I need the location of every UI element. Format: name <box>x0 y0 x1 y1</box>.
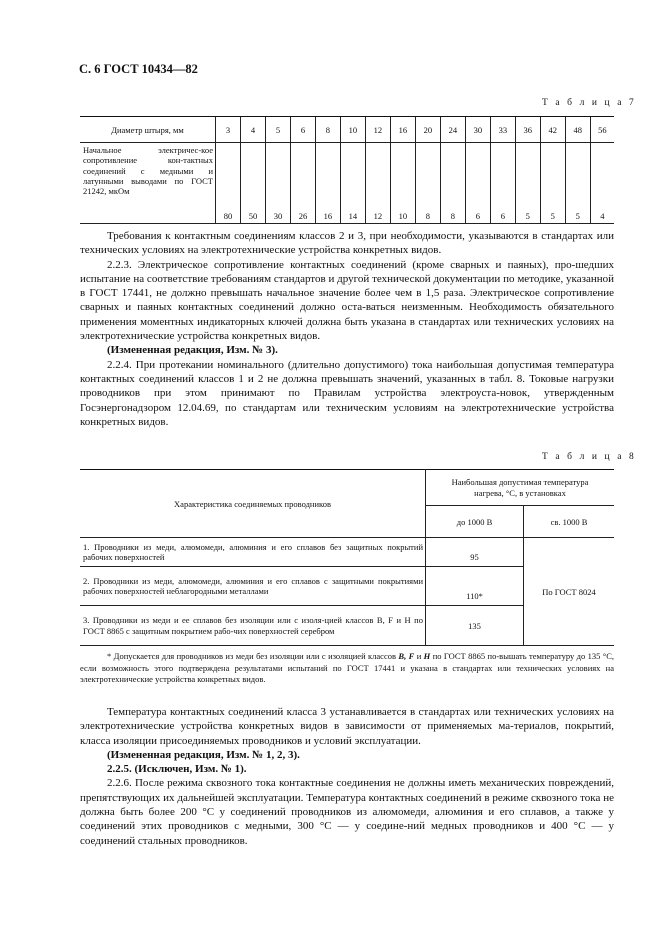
diameter-cell: 12 <box>365 117 390 143</box>
excluded-note: 2.2.5. (Исключен, Изм. № 1). <box>107 763 247 776</box>
diameter-label: Диаметр штыря, мм <box>80 117 216 143</box>
resistance-cell: 12 <box>365 143 390 224</box>
resistance-cell: 80 <box>216 143 241 224</box>
table7-resistance-row <box>80 143 614 224</box>
paragraph: Требования к контактным соединениям классов 2 и 3, при необходимости, указываются в стандартах или технических условиях на электротехнические устройства конкретных видов. <box>80 230 614 257</box>
resistance-cell: 30 <box>265 143 290 224</box>
resistance-label: Начальное электричес-кое сопротивление кон-тактных соединений с медными и латунными выводами по ГОСТ 21242, мкОм <box>80 143 216 224</box>
diameter-cell: 30 <box>465 117 490 143</box>
table8-sub-header-1000: до 1000 В <box>426 506 524 538</box>
diameter-cell: 8 <box>315 117 340 143</box>
table8-col-header: Характеристика соединяемых проводников <box>80 470 426 538</box>
amendment-note: (Измененная редакция, Изм. № 1, 2, 3). <box>107 748 300 761</box>
footnote-classes: В, F <box>398 651 415 661</box>
paragraph: Температура контактных соединений класса 3 устанавливается в стандартах или технических условиях на электротехнические устройства конкретных видов в зависимости от применяемых ма-териалов, покрытий, класса изоляции присоединяемых проводников и условий эксплуатации. <box>80 706 614 747</box>
row-text: 3. Проводники из меди и ее сплавов без изоляции или с изоля-цией классов В, F и Н по ГОСТ 8865 с защитным покрытием рабо-чих поверхностей серебром <box>80 606 426 646</box>
diameter-cell: 10 <box>340 117 365 143</box>
diameter-cell: 36 <box>515 117 540 143</box>
row-text: 1. Проводники из меди, алюмомеди, алюминия и его сплавов без защитных покрытий рабочих поверхностей <box>80 538 426 567</box>
footnote-class-h: Н <box>423 651 431 661</box>
footnote <box>80 651 614 686</box>
table8-header-row <box>80 470 614 506</box>
resistance-cell: 6 <box>490 143 515 224</box>
table7-diameter-row <box>80 117 614 143</box>
resistance-cell: 50 <box>240 143 265 224</box>
resistance-cell: 8 <box>440 143 465 224</box>
resistance-cell: 5 <box>515 143 540 224</box>
row-value: 135 <box>426 606 524 646</box>
table8-temp-header: Наибольшая допустимая температура нагрева, °С, в установках <box>426 470 615 506</box>
table8-caption: Т а б л и ц а 8 <box>542 452 637 462</box>
row-value: 110* <box>426 567 524 606</box>
merged-standard-cell: По ГОСТ 8024 <box>524 538 615 646</box>
paragraph: 2.2.4. При протекании номинального (длительно допустимого) тока наибольшая допустимая температура контактных соединений классов 1 и 2 не должна превышать значений, указанных в табл. 8. Токовые нагрузки проводников при этом принимают по Правилам устройства электроуста-новок, утвержденным Госэнергонадзором 12.04.69, по стандартам или техническим условиям на электротехнические устройства конкретных видов. <box>80 358 614 428</box>
diameter-cell: 16 <box>390 117 415 143</box>
diameter-cell: 42 <box>540 117 565 143</box>
body-text-1 <box>80 229 614 429</box>
resistance-cell: 6 <box>465 143 490 224</box>
paragraph: 2.2.6. После режима сквозного тока контактные соединения не должны иметь механических повреждений, препятствующих их дальнейшей эксплуатации. Температура контактных соединений в режиме сквозного тока не должна быть более 200 °С у соединений проводников из алюмомеди, алюминия и его сплавов, а также у соединений этих проводников с медными, 300 °С — у соедине-ний медных проводников и 400 °С — у соединений стальных проводников. <box>80 777 614 847</box>
footnote-and: и <box>414 651 424 661</box>
diameter-cell: 3 <box>216 117 241 143</box>
diameter-cell: 4 <box>240 117 265 143</box>
footnote-text: * Допускается для проводников из меди без изоляции или с изоляцией классов <box>107 651 399 661</box>
table8-sub-header-over-1000: св. 1000 В <box>524 506 615 538</box>
diameter-cell: 20 <box>415 117 440 143</box>
page-header: С. 6 ГОСТ 10434—82 <box>79 62 198 76</box>
table7-caption: Т а б л и ц а 7 <box>542 98 637 108</box>
diameter-cell: 48 <box>565 117 590 143</box>
resistance-cell: 8 <box>415 143 440 224</box>
table8 <box>80 469 614 646</box>
resistance-cell: 10 <box>390 143 415 224</box>
resistance-cell: 26 <box>290 143 315 224</box>
table7 <box>80 116 614 224</box>
resistance-cell: 14 <box>340 143 365 224</box>
paragraph: 2.2.3. Электрическое сопротивление контактных соединений (кроме сварных и паяных), про-шедших испытание на соответствие требованиям стандартов и другой технической документации по методике, указанной в ГОСТ 17441, не должно превышать начальное значение более чем в 1,5 раза. Электрическое сопротивление сварных и паяных контактных соединений должно оста-ваться неизменным. Необходимость обязательного применения моментных индикаторных ключей должна быть указана в стандартах или технических условиях на электротехнические устройства конкретных видов. <box>80 258 614 343</box>
diameter-cell: 24 <box>440 117 465 143</box>
resistance-cell: 4 <box>590 143 614 224</box>
row-text: 2. Проводники из меди, алюмомеди, алюминия и его сплавов с защитными покрытиями рабочих поверхностей неблагородными металлами <box>80 567 426 606</box>
diameter-cell: 6 <box>290 117 315 143</box>
amendment-note: (Измененная редакция, Изм. № 3). <box>107 344 278 357</box>
resistance-cell: 16 <box>315 143 340 224</box>
footnote-text-rest: по ГОСТ 8865 по-вышать температуру до 135 °С, если возможность этого подтверждена результатами испытаний по ГОСТ 17441 и указана в стандартах или технических условиях на электротехнические устройства конкретных видов. <box>80 651 614 685</box>
diameter-cell: 33 <box>490 117 515 143</box>
table-row <box>80 538 614 567</box>
body-text-2 <box>80 705 614 848</box>
resistance-cell: 5 <box>565 143 590 224</box>
row-value: 95 <box>426 538 524 567</box>
diameter-cell: 56 <box>590 117 614 143</box>
resistance-cell: 5 <box>540 143 565 224</box>
diameter-cell: 5 <box>265 117 290 143</box>
